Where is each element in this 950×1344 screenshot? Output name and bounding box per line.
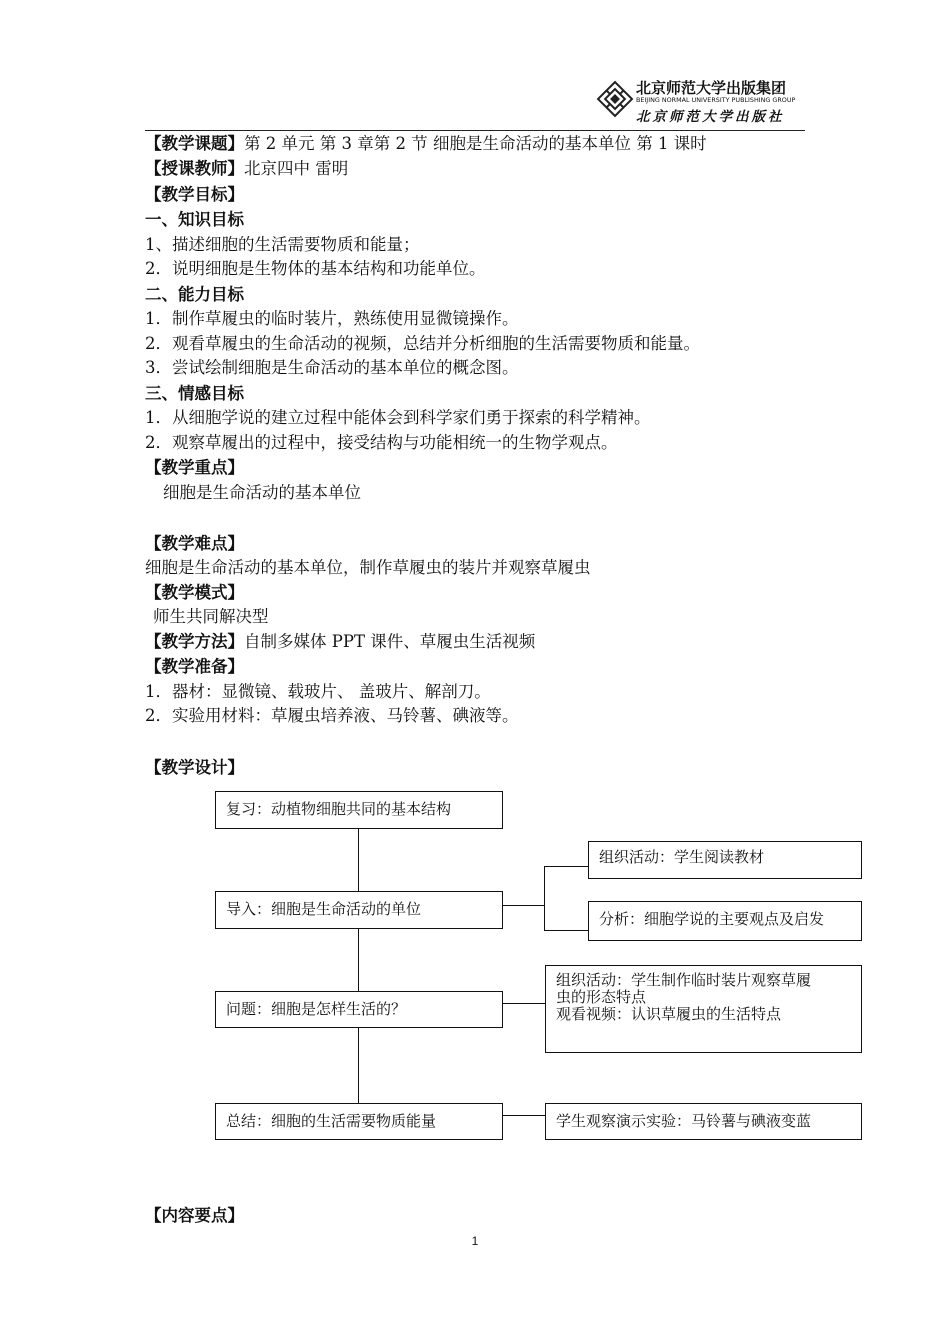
teacher-value: 北京四中 雷明 <box>244 159 349 178</box>
emotion-goal-1: 1．从细胞学说的建立过程中能体会到科学家们勇于探索的科学精神。 <box>145 408 651 427</box>
flow-box-question <box>215 991 503 1028</box>
topic-label: 【教学课题】 <box>145 134 244 153</box>
flow-box-review <box>215 791 503 829</box>
flow-review-text: 复习：动植物细胞共同的基本结构 <box>226 800 452 818</box>
knowledge-goal-1: 1、描述细胞的生活需要物质和能量； <box>145 235 420 254</box>
teacher-line <box>145 158 348 180</box>
difficulty-label: 【教学难点】 <box>145 534 244 553</box>
method-label: 【教学方法】 <box>145 632 244 651</box>
emotion-goal-2: 2．观察草履出的过程中，接受结构与功能相统一的生物学观点。 <box>145 433 618 452</box>
difficulty-value: 细胞是生命活动的基本单位，制作草履虫的装片并观察草履虫 <box>145 558 591 577</box>
flow-box-activity <box>545 965 862 1053</box>
ability-goal-1: 1．制作草履虫的临时装片，熟练使用显微镜操作。 <box>145 309 519 328</box>
page-number: 1 <box>471 1234 479 1248</box>
flow-box-analysis <box>588 901 862 941</box>
flow-box-demo <box>545 1103 862 1140</box>
logo-name-cn: 北京师范大学出版集团 <box>636 79 787 97</box>
flow-activity-line-2: 虫的形态特点 <box>556 988 647 1006</box>
knowledge-goals-heading: 一、知识目标 <box>145 210 244 229</box>
key-point-value: 细胞是生命活动的基本单位 <box>163 483 361 502</box>
key-point-label: 【教学重点】 <box>145 458 244 477</box>
flow-demo-text: 学生观察演示实验：马铃薯与碘液变蓝 <box>556 1112 812 1130</box>
mode-label: 【教学模式】 <box>145 583 244 602</box>
publisher-emblem-icon <box>596 80 634 118</box>
prep-item-2: 2．实验用材料：草履虫培养液、马铃薯、碘液等。 <box>145 706 519 725</box>
header-rule <box>145 130 805 131</box>
connector-branch-analysis <box>544 930 588 931</box>
connector-branch-vertical <box>544 866 545 931</box>
mode-value: 师生共同解决型 <box>153 607 269 626</box>
flow-question-text: 问题：细胞是怎样生活的？ <box>226 1000 407 1018</box>
teacher-label: 【授课教师】 <box>145 159 244 178</box>
logo-name-en: BEIJING NORMAL UNIVERSITY PUBLISHING GROUP <box>636 96 796 104</box>
flow-box-summary <box>215 1103 503 1140</box>
connector-branch-read <box>544 866 588 867</box>
ability-goal-3: 3．尝试绘制细胞是生命活动的基本单位的概念图。 <box>145 358 519 377</box>
emotion-goals-heading: 三、情感目标 <box>145 384 244 403</box>
flow-summary-text: 总结：细胞的生活需要物质能量 <box>226 1112 437 1130</box>
topic-value: 第 2 单元 第 3 章第 2 节 细胞是生命活动的基本单位 第 1 课时 <box>244 134 707 153</box>
logo-name-cn-secondary: 北京师范大学出版社 <box>636 109 785 125</box>
connector-question-summary <box>358 1027 359 1103</box>
connector-intro-question <box>358 928 359 991</box>
goals-label: 【教学目标】 <box>145 185 244 204</box>
design-label: 【教学设计】 <box>145 758 244 777</box>
ability-goals-heading: 二、能力目标 <box>145 285 244 304</box>
flow-analysis-text: 分析：细胞学说的主要观点及启发 <box>599 910 825 928</box>
content-label: 【内容要点】 <box>145 1206 244 1225</box>
connector-intro-branch <box>502 905 545 906</box>
topic-line <box>145 133 707 155</box>
flow-box-intro <box>215 891 503 929</box>
method-line <box>145 631 535 653</box>
connector-question-activity <box>502 1003 546 1004</box>
publisher-logo <box>596 76 806 126</box>
flow-activity-line-1: 组织活动：学生制作临时装片观察草履 <box>556 971 812 989</box>
flow-intro-text: 导入：细胞是生命活动的单位 <box>226 900 422 918</box>
flow-box-read <box>588 841 862 879</box>
prep-label: 【教学准备】 <box>145 657 244 676</box>
flow-activity-line-3: 观看视频：认识草履虫的生活特点 <box>556 1005 782 1023</box>
prep-item-1: 1．器材：显微镜、载玻片、 盖玻片、解剖刀。 <box>145 682 491 701</box>
flow-read-text: 组织活动：学生阅读教材 <box>599 848 765 866</box>
connector-review-intro <box>358 829 359 891</box>
connector-summary-demo <box>502 1115 546 1116</box>
method-value: 自制多媒体 PPT 课件、草履虫生活视频 <box>244 632 536 651</box>
knowledge-goal-2: 2．说明细胞是生物体的基本结构和功能单位。 <box>145 259 486 278</box>
ability-goal-2: 2．观看草履虫的生命活动的视频，总结并分析细胞的生活需要物质和能量。 <box>145 334 700 353</box>
